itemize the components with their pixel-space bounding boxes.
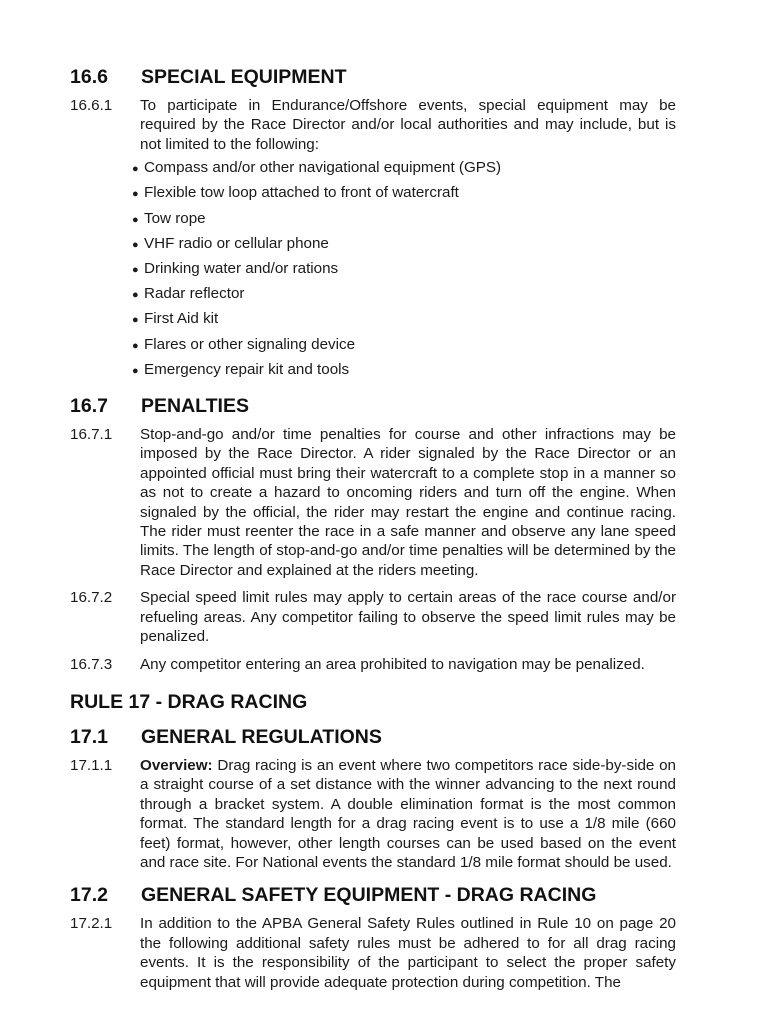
paragraph-number: 16.7.1: [70, 426, 113, 444]
paragraph-body: [140, 756, 676, 872]
list-item-text: Flares or other signaling device: [144, 335, 356, 353]
list-item-text: Radar reflector: [144, 285, 245, 303]
paragraph-16-6-1: [70, 96, 676, 154]
section-heading-17-2: [70, 882, 676, 908]
paragraph-16-7-1: [70, 425, 676, 580]
bullet-icon: ●: [132, 188, 139, 201]
paragraph-text: Special speed limit rules may apply to certain areas of the race course and/or refueling areas. Any competitor failing to observe the speed limit rules may be penalized.: [140, 589, 676, 646]
section-title: PENALTIES: [141, 395, 249, 418]
paragraph-17-1-1: [70, 756, 676, 872]
paragraph-number: 16.7.2: [70, 589, 113, 607]
paragraph-text: In addition to the APBA General Safety Rules outlined in Rule 10 on page 20 the following additional safety rules must be adhered to for all drag racing events. It is the responsibility of the participant to select the proper safety equipment that will provide adequate protection during competition. The: [140, 915, 676, 991]
paragraph-number: 16.7.3: [70, 655, 113, 673]
paragraph-text: Any competitor entering an area prohibited to navigation may be penalized.: [140, 655, 645, 673]
paragraph-lead: Overview:: [140, 756, 213, 774]
section-title: GENERAL SAFETY EQUIPMENT - DRAG RACING: [141, 884, 597, 907]
bullet-icon: ●: [132, 339, 139, 352]
document-page: [70, 64, 676, 992]
bullet-icon: ●: [132, 364, 139, 377]
section-number: 17.2: [70, 884, 108, 907]
paragraph-16-7-3: [70, 655, 676, 674]
list-item-text: VHF radio or cellular phone: [144, 234, 329, 252]
list-item-text: Emergency repair kit and tools: [144, 360, 350, 378]
list-item: [132, 333, 676, 358]
list-item: [132, 232, 676, 257]
paragraph-text: Stop-and-go and/or time penalties for course and other infractions may be imposed by the Race Director. A rider signaled by the Race Director or an appointed official must bring their watercraft to a complete stop in a manner so as not to create a hazard to oncoming riders and turn off the engine. When signaled by the official, the rider may restart the engine and continue racing. The rider must reenter the race in a safe manner and observe any lane speed limits. The length of stop-and-go and/or time penalties will be determined by the Race Director and explained at the riders meeting.: [140, 426, 676, 579]
list-item-text: Flexible tow loop attached to front of watercraft: [144, 184, 459, 202]
section-title: SPECIAL EQUIPMENT: [141, 66, 347, 88]
bullet-icon: ●: [132, 314, 139, 327]
section-number: 16.7: [70, 395, 108, 418]
section-number: 16.6: [70, 66, 108, 88]
bullet-icon: ●: [132, 238, 139, 251]
section-number: 17.1: [70, 725, 108, 748]
paragraph-number: 17.1.1: [70, 756, 113, 774]
paragraph-text: Drag racing is an event where two competitors race side-by-side on a straight course of a set distance with the winner advancing to the next round through a bracket system. A double elimination format is the most common format. The standard length for a drag racing event is to use a 1/8 mile (660 feet) format, however, other length courses can be used based on the event and race site. For National events the standard 1/8 mile format should be used.: [140, 756, 676, 871]
bullet-icon: ●: [132, 213, 139, 226]
list-item-text: Tow rope: [144, 209, 206, 227]
paragraph-17-2-1: [70, 914, 676, 992]
list-item: [132, 181, 676, 206]
list-item: [132, 307, 676, 332]
bullet-icon: ●: [132, 264, 139, 277]
section-title: GENERAL REGULATIONS: [141, 725, 382, 748]
rule-heading: RULE 17 - DRAG RACING: [70, 690, 308, 713]
paragraph-number: 17.2.1: [70, 915, 113, 933]
list-item: [132, 257, 676, 282]
paragraph-number: 16.6.1: [70, 97, 113, 114]
section-heading-16-6: [70, 64, 676, 90]
list-item: [132, 156, 676, 181]
equipment-list: [70, 156, 676, 383]
bullet-icon: ●: [132, 289, 139, 302]
list-item: [132, 207, 676, 232]
list-item: [132, 358, 676, 383]
list-item-text: Compass and/or other navigational equipment (GPS): [144, 159, 502, 177]
paragraph-text: To participate in Endurance/Offshore events, special equipment may be required by the Race Director and/or local authorities and may include, but is not limited to the following:: [140, 97, 676, 153]
list-item: [132, 282, 676, 307]
section-heading-17-1: [70, 724, 676, 750]
paragraph-16-7-2: [70, 588, 676, 646]
bullet-icon: ●: [132, 163, 139, 176]
list-item-text: First Aid kit: [144, 310, 219, 328]
list-item-text: Drinking water and/or rations: [144, 260, 339, 278]
section-heading-16-7: [70, 393, 676, 419]
